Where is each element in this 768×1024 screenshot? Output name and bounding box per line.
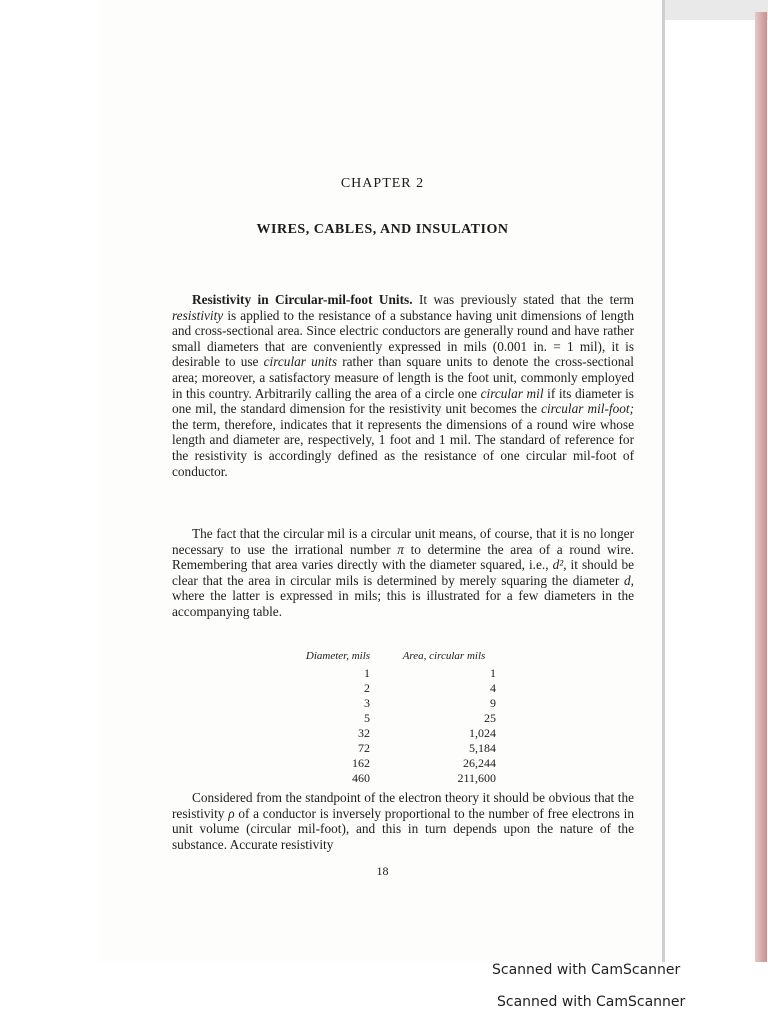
diameter-cell: 162 — [352, 756, 370, 770]
diameter-cell: 460 — [352, 771, 370, 785]
area-cell: 4 — [490, 681, 496, 695]
area-cell: 211,600 — [457, 771, 496, 785]
table-row — [290, 771, 502, 786]
diameter-area-table — [290, 650, 502, 786]
table-header-row — [290, 650, 502, 666]
page-edge — [755, 12, 767, 962]
italic-term: circular units — [263, 354, 338, 370]
table-row — [290, 756, 502, 771]
chapter-title: WIRES, CABLES, AND INSULATION — [256, 222, 509, 237]
italic-symbol: ρ — [228, 805, 235, 821]
paragraph-text: It was previously stated that the term — [412, 292, 634, 307]
italic-term: resistivity — [172, 307, 224, 323]
scanner-watermark: Scanned with CamScanner — [492, 962, 681, 978]
paragraph-text: to determine the area of a round wire. Remembering that area varies directly with the diameter squared, i.e., — [172, 541, 634, 573]
diameter-cell: 1 — [364, 666, 370, 680]
table-row — [290, 726, 502, 741]
area-cell: 9 — [490, 696, 496, 710]
paragraph-text: The fact that the circular mil is a circular unit means, of course, that it is no longer necessary to use the irrational number — [172, 526, 634, 557]
paragraph-electron-theory — [172, 790, 634, 852]
italic-symbol: d — [624, 572, 631, 588]
paragraph-text: if its diameter is one mil, the standard dimension for the resistivity unit becomes the — [172, 385, 634, 417]
column-header-diameter: Diameter, mils — [305, 650, 371, 662]
scanner-watermark: Scanned with CamScanner — [497, 994, 686, 1010]
table-row — [290, 666, 502, 681]
paragraph-text: , it should be clear that the area in circular mils is determined by merely squaring the diameter — [172, 557, 634, 588]
area-cell: 26,244 — [463, 756, 496, 770]
area-cell: 5,184 — [469, 741, 496, 755]
chapter-heading: CHAPTER 2 — [340, 176, 425, 191]
paragraph-circular-mil — [172, 526, 634, 620]
table-row — [290, 741, 502, 756]
page-number: 18 — [376, 864, 389, 878]
book-page — [100, 0, 665, 962]
table-row — [290, 696, 502, 711]
column-header-area: Area, circular mils — [402, 650, 486, 662]
italic-term: circular mil-foot; — [541, 401, 634, 417]
area-cell: 1 — [490, 666, 496, 680]
paragraph-text: rather than square units to denote the cross-sectional area; moreover, a satisfactory measure of length is the foot unit, commonly employed in this country. Arbitrarily calling the area of a circle one — [172, 354, 634, 401]
italic-term: circular mil — [480, 385, 544, 401]
italic-symbol: π — [397, 541, 404, 557]
paragraph-text: Considered from the standpoint of the electron theory it should be obvious that the resistivity — [172, 790, 634, 821]
table-row — [290, 681, 502, 696]
paragraph-text: of a conductor is inversely proportional to the number of free electrons in unit volume (circular mil-foot), and this in turn depends upon the nature of the substance. Accurate resistivity — [172, 805, 634, 852]
diameter-cell: 32 — [358, 726, 370, 740]
paragraph-resistivity — [172, 292, 634, 479]
scan-background-strip — [648, 0, 768, 20]
run-in-heading: Resistivity in Circular-mil-foot Units. — [192, 292, 413, 307]
paragraph-text: the term, therefore, indicates that it represents the dimensions of a round wire whose length and diameter are, respectively, 1 foot and 1 mil. The standard of reference for the resistivity is accordingly defined as the resistance of one circular mil-foot of conductor. — [172, 416, 634, 479]
diameter-cell: 5 — [364, 711, 370, 725]
paragraph-text: is applied to the resistance of a substance having unit dimensions of length and cross-sectional area. Since electric conductors are generally round and have rather small diameters that are conveniently expressed in mils (0.001 in. = 1 mil), it is desirable to use — [172, 307, 634, 370]
area-cell: 1,024 — [469, 726, 496, 740]
area-cell: 25 — [484, 711, 496, 725]
diameter-cell: 72 — [358, 741, 370, 755]
diameter-cell: 2 — [364, 681, 370, 695]
italic-symbol: d² — [552, 557, 564, 573]
table-row — [290, 711, 502, 726]
diameter-cell: 3 — [364, 696, 370, 710]
paragraph-text: , where the latter is expressed in mils; this is illustrated for a few diameters in the accompanying table. — [172, 572, 634, 619]
